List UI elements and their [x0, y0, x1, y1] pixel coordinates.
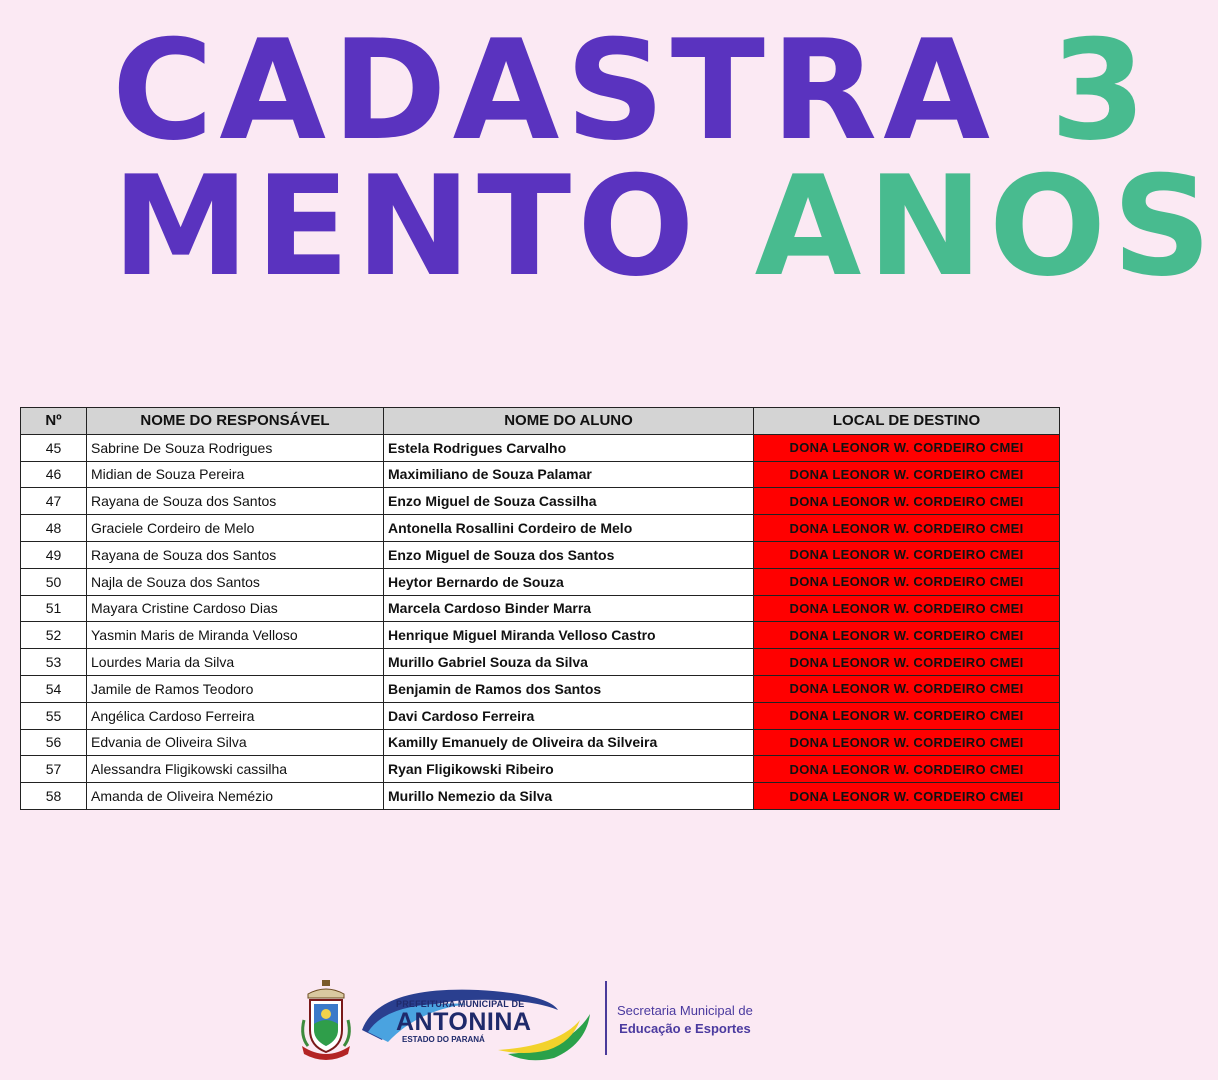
footer-logos — [300, 975, 800, 1065]
cell-destination: DONA LEONOR W. CORDEIRO CMEI — [754, 488, 1060, 515]
table-row — [21, 729, 1060, 756]
cell-student: Estela Rodrigues Carvalho — [384, 434, 754, 461]
cell-destination: DONA LEONOR W. CORDEIRO CMEI — [754, 702, 1060, 729]
headline-mento: MENTO — [112, 146, 701, 307]
table-body — [21, 434, 1060, 809]
cell-guardian: Alessandra Fligikowski cassilha — [87, 756, 384, 783]
header-num: Nº — [21, 408, 87, 435]
cell-destination: DONA LEONOR W. CORDEIRO CMEI — [754, 568, 1060, 595]
table-row — [21, 568, 1060, 595]
cell-guardian: Lourdes Maria da Silva — [87, 649, 384, 676]
cell-student: Henrique Miguel Miranda Velloso Castro — [384, 622, 754, 649]
cell-guardian: Edvania de Oliveira Silva — [87, 729, 384, 756]
table-row — [21, 756, 1060, 783]
cell-student: Enzo Miguel de Souza Cassilha — [384, 488, 754, 515]
cell-num: 46 — [21, 461, 87, 488]
secretaria-label — [617, 1002, 753, 1038]
headline-anos: ANOS — [754, 146, 1218, 307]
cell-student: Enzo Miguel de Souza dos Santos — [384, 541, 754, 568]
cell-guardian: Najla de Souza dos Santos — [87, 568, 384, 595]
cell-student: Ryan Fligikowski Ribeiro — [384, 756, 754, 783]
cell-guardian: Mayara Cristine Cardoso Dias — [87, 595, 384, 622]
cell-destination: DONA LEONOR W. CORDEIRO CMEI — [754, 729, 1060, 756]
cell-guardian: Jamile de Ramos Teodoro — [87, 675, 384, 702]
table-row — [21, 649, 1060, 676]
cell-student: Antonella Rosallini Cordeiro de Melo — [384, 515, 754, 542]
cell-num: 55 — [21, 702, 87, 729]
cell-student: Marcela Cardoso Binder Marra — [384, 595, 754, 622]
secretaria-line-1: Secretaria Municipal de — [617, 1003, 753, 1018]
cell-guardian: Sabrine De Souza Rodrigues — [87, 434, 384, 461]
prefeitura-city: ANTONINA — [396, 1008, 532, 1036]
header-guardian: NOME DO RESPONSÁVEL — [87, 408, 384, 435]
cell-num: 57 — [21, 756, 87, 783]
cell-num: 53 — [21, 649, 87, 676]
table-row — [21, 515, 1060, 542]
cell-num: 47 — [21, 488, 87, 515]
cell-guardian: Rayana de Souza dos Santos — [87, 541, 384, 568]
table-row — [21, 461, 1060, 488]
cell-student: Davi Cardoso Ferreira — [384, 702, 754, 729]
cell-destination: DONA LEONOR W. CORDEIRO CMEI — [754, 515, 1060, 542]
table-row — [21, 434, 1060, 461]
headline-cadastra: CADASTRA — [112, 10, 997, 171]
cell-num: 54 — [21, 675, 87, 702]
cell-student: Kamilly Emanuely de Oliveira da Silveira — [384, 729, 754, 756]
table-row — [21, 702, 1060, 729]
headline-line-1 — [112, 10, 1218, 171]
table-row — [21, 595, 1060, 622]
table-row — [21, 622, 1060, 649]
cell-destination: DONA LEONOR W. CORDEIRO CMEI — [754, 756, 1060, 783]
headline-number: 3 — [1050, 10, 1153, 171]
cell-num: 58 — [21, 783, 87, 810]
header-destination: LOCAL DE DESTINO — [754, 408, 1060, 435]
cell-guardian: Rayana de Souza dos Santos — [87, 488, 384, 515]
cell-destination: DONA LEONOR W. CORDEIRO CMEI — [754, 541, 1060, 568]
cell-destination: DONA LEONOR W. CORDEIRO CMEI — [754, 461, 1060, 488]
cell-student: Heytor Bernardo de Souza — [384, 568, 754, 595]
table-row — [21, 488, 1060, 515]
cell-destination: DONA LEONOR W. CORDEIRO CMEI — [754, 649, 1060, 676]
prefeitura-state: ESTADO DO PARANÁ — [402, 1035, 485, 1044]
table-row — [21, 541, 1060, 568]
cell-destination: DONA LEONOR W. CORDEIRO CMEI — [754, 622, 1060, 649]
municipal-crest-icon — [300, 980, 352, 1060]
cell-num: 45 — [21, 434, 87, 461]
cell-destination: DONA LEONOR W. CORDEIRO CMEI — [754, 783, 1060, 810]
cell-guardian: Yasmin Maris de Miranda Velloso — [87, 622, 384, 649]
prefeitura-top: PREFEITURA MUNICIPAL DE — [396, 999, 525, 1009]
cell-student: Murillo Gabriel Souza da Silva — [384, 649, 754, 676]
table-row — [21, 783, 1060, 810]
cell-student: Murillo Nemezio da Silva — [384, 783, 754, 810]
cell-num: 51 — [21, 595, 87, 622]
cell-guardian: Midian de Souza Pereira — [87, 461, 384, 488]
headline-line-2 — [112, 146, 1218, 307]
cell-destination: DONA LEONOR W. CORDEIRO CMEI — [754, 595, 1060, 622]
table-header-row — [21, 408, 1060, 435]
cell-student: Maximiliano de Souza Palamar — [384, 461, 754, 488]
registration-table — [20, 407, 1060, 810]
cell-destination: DONA LEONOR W. CORDEIRO CMEI — [754, 434, 1060, 461]
cell-guardian: Angélica Cardoso Ferreira — [87, 702, 384, 729]
cell-num: 52 — [21, 622, 87, 649]
cell-guardian: Amanda de Oliveira Nemézio — [87, 783, 384, 810]
page-headline — [112, 10, 1218, 307]
cell-guardian: Graciele Cordeiro de Melo — [87, 515, 384, 542]
table-row — [21, 675, 1060, 702]
secretaria-line-2: Educação e Esportes — [619, 1021, 751, 1036]
cell-num: 56 — [21, 729, 87, 756]
footer-divider — [605, 981, 607, 1055]
cell-num: 49 — [21, 541, 87, 568]
cell-num: 50 — [21, 568, 87, 595]
cell-num: 48 — [21, 515, 87, 542]
prefeitura-wordmark — [396, 999, 531, 1044]
header-student: NOME DO ALUNO — [384, 408, 754, 435]
cell-destination: DONA LEONOR W. CORDEIRO CMEI — [754, 675, 1060, 702]
cell-student: Benjamin de Ramos dos Santos — [384, 675, 754, 702]
